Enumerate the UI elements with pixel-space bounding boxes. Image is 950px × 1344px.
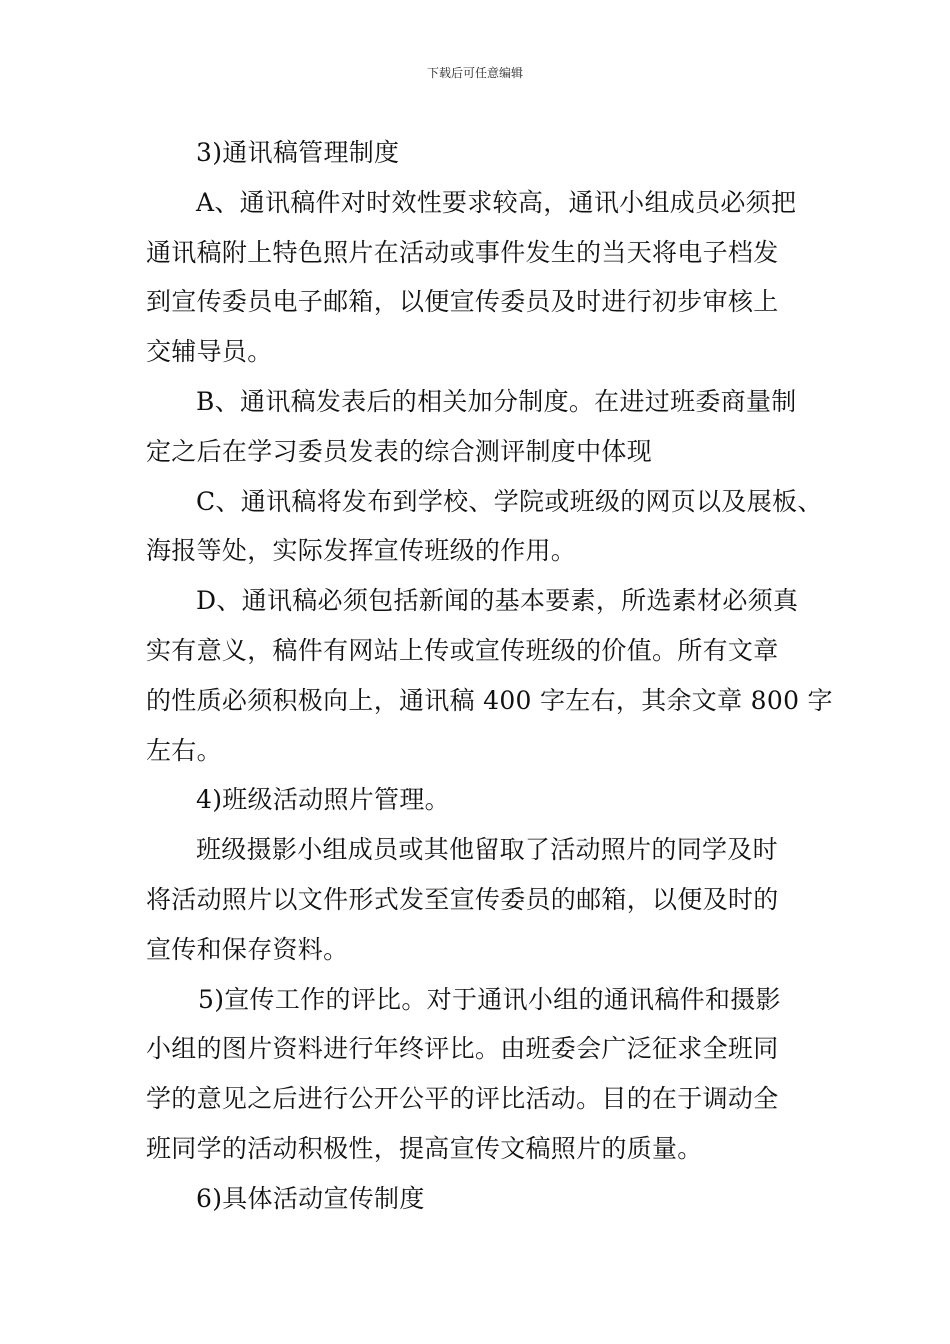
document-body [146,128,833,1224]
text-line: 通讯稿附上特色照片在活动或事件发生的当天将电子档发 [146,237,779,267]
text-line: A、通讯稿件对时效性要求较高，通讯小组成员必须把 [196,187,797,217]
paragraph-7 [146,825,826,974]
paragraph-4 [146,477,826,577]
text-line: 到宣传委员电子邮箱，以便宣传委员及时进行初步审核上 [146,287,779,317]
text-line: 海报等处，实际发挥宣传班级的作用。 [146,536,577,566]
text-line: 4)班级活动照片管理。 [196,785,450,815]
text-line: 小组的图片资料进行年终评比。由班委会广泛征求全班同 [146,1034,779,1064]
text-line: 宣传和保存资料。 [146,934,349,964]
paragraph-9 [146,1174,826,1224]
text-line: 左右。 [146,735,222,765]
text-line: 的性质必须积极向上，通讯稿 400 字左右，其余文章 800 字 [146,685,833,715]
paragraph-8 [146,975,826,1174]
page-header: 下载后可任意编辑 [426,66,523,80]
text-line: 交辅导员。 [146,337,273,367]
text-line: D、通讯稿必须包括新闻的基本要素，所选素材必须真 [196,586,799,616]
text-line: B、通讯稿发表后的相关加分制度。在进过班委商量制 [196,386,797,416]
text-line: 6)具体活动宣传制度 [196,1183,425,1213]
text-line: 将活动照片以文件形式发至宣传委员的邮箱，以便及时的 [146,884,779,914]
text-line: 班同学的活动积极性，提高宣传文稿照片的质量。 [146,1133,703,1163]
text-line: 学的意见之后进行公开公平的评比活动。目的在于调动全 [146,1084,779,1114]
text-line: C、通讯稿将发布到学校、学院或班级的网页以及展板、 [196,486,823,516]
text-line: 班级摄影小组成员或其他留取了活动照片的同学及时 [196,835,778,865]
paragraph-2 [146,178,826,377]
text-line: 5)宣传工作的评比。对于通讯小组的通讯稿件和摄影 [198,984,781,1014]
text-line: 定之后在学习委员发表的综合测评制度中体现 [146,436,653,466]
paragraph-3 [146,377,826,477]
text-line: 实有意义，稿件有网站上传或宣传班级的价值。所有文章 [146,635,779,665]
text-line: 3)通讯稿管理制度 [196,138,400,167]
paragraph-5 [146,576,833,775]
paragraph-6 [146,775,826,825]
paragraph-1 [146,128,826,178]
